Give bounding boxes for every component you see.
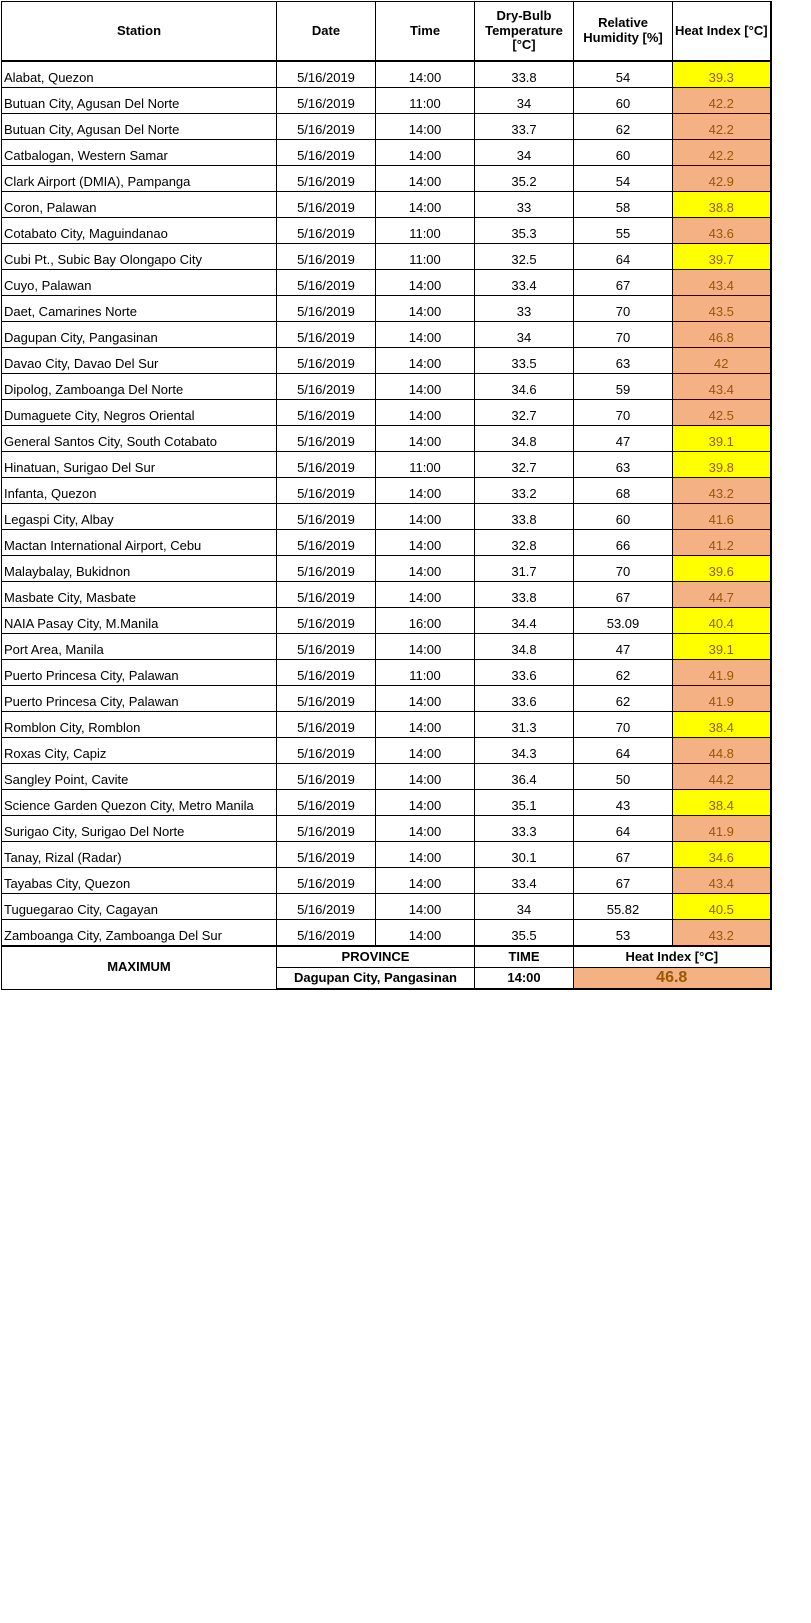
heat-index-cell: 39.1: [673, 634, 771, 660]
station-cell: Mactan International Airport, Cebu: [2, 530, 277, 556]
dry-bulb-cell: 34.4: [475, 608, 574, 634]
table-row: [2, 322, 771, 348]
humidity-cell: 55.82: [574, 894, 673, 920]
date-cell: 5/16/2019: [277, 842, 376, 868]
dry-bulb-cell: 32.8: [475, 530, 574, 556]
dry-bulb-cell: 32.7: [475, 452, 574, 478]
time-cell: 14:00: [376, 322, 475, 348]
time-cell: 11:00: [376, 660, 475, 686]
time-cell: 14:00: [376, 426, 475, 452]
time-cell: 11:00: [376, 452, 475, 478]
table-header: [2, 2, 771, 62]
dry-bulb-cell: 33: [475, 296, 574, 322]
humidity-cell: 66: [574, 530, 673, 556]
dry-bulb-cell: 33.6: [475, 686, 574, 712]
date-cell: 5/16/2019: [277, 114, 376, 140]
summary-heat-index: 46.8: [574, 968, 771, 990]
humidity-cell: 60: [574, 140, 673, 166]
humidity-cell: 53.09: [574, 608, 673, 634]
humidity-cell: 67: [574, 842, 673, 868]
date-cell: 5/16/2019: [277, 764, 376, 790]
station-cell: Coron, Palawan: [2, 192, 277, 218]
station-cell: Malaybalay, Bukidnon: [2, 556, 277, 582]
table-row: [2, 270, 771, 296]
table-row: [2, 582, 771, 608]
date-cell: 5/16/2019: [277, 504, 376, 530]
heat-index-cell: 39.7: [673, 244, 771, 270]
date-cell: 5/16/2019: [277, 868, 376, 894]
humidity-cell: 68: [574, 478, 673, 504]
time-cell: 14:00: [376, 738, 475, 764]
heat-index-cell: 43.4: [673, 270, 771, 296]
time-cell: 14:00: [376, 894, 475, 920]
time-cell: 14:00: [376, 348, 475, 374]
station-cell: Puerto Princesa City, Palawan: [2, 660, 277, 686]
date-cell: 5/16/2019: [277, 400, 376, 426]
humidity-cell: 67: [574, 582, 673, 608]
table-row: [2, 140, 771, 166]
heat-index-cell: 42.5: [673, 400, 771, 426]
heat-index-cell: 42.2: [673, 140, 771, 166]
heat-index-cell: 40.5: [673, 894, 771, 920]
dry-bulb-cell: 33.8: [475, 582, 574, 608]
table-row: [2, 660, 771, 686]
time-cell: 14:00: [376, 504, 475, 530]
date-cell: 5/16/2019: [277, 192, 376, 218]
station-cell: Dumaguete City, Negros Oriental: [2, 400, 277, 426]
humidity-cell: 70: [574, 322, 673, 348]
heat-index-cell: 40.4: [673, 608, 771, 634]
humidity-cell: 58: [574, 192, 673, 218]
humidity-cell: 67: [574, 270, 673, 296]
date-cell: 5/16/2019: [277, 712, 376, 738]
table-row: [2, 166, 771, 192]
dry-bulb-cell: 34: [475, 88, 574, 114]
station-cell: Science Garden Quezon City, Metro Manila: [2, 790, 277, 816]
table-row: [2, 920, 771, 947]
station-cell: Dipolog, Zamboanga Del Norte: [2, 374, 277, 400]
table-row: [2, 452, 771, 478]
station-cell: Zamboanga City, Zamboanga Del Sur: [2, 920, 277, 947]
time-cell: 14:00: [376, 764, 475, 790]
station-cell: Cubi Pt., Subic Bay Olongapo City: [2, 244, 277, 270]
time-cell: 14:00: [376, 842, 475, 868]
table-row: [2, 348, 771, 374]
dry-bulb-cell: 33: [475, 192, 574, 218]
dry-bulb-cell: 33.7: [475, 114, 574, 140]
time-cell: 14:00: [376, 530, 475, 556]
heat-index-cell: 43.2: [673, 920, 771, 947]
time-cell: 14:00: [376, 868, 475, 894]
date-cell: 5/16/2019: [277, 816, 376, 842]
dry-bulb-cell: 30.1: [475, 842, 574, 868]
table-row: [2, 296, 771, 322]
date-cell: 5/16/2019: [277, 296, 376, 322]
time-cell: 11:00: [376, 88, 475, 114]
station-cell: Port Area, Manila: [2, 634, 277, 660]
table-row: [2, 244, 771, 270]
dry-bulb-cell: 34.3: [475, 738, 574, 764]
dry-bulb-cell: 32.5: [475, 244, 574, 270]
table-row: [2, 192, 771, 218]
station-cell: Legaspi City, Albay: [2, 504, 277, 530]
humidity-cell: 70: [574, 712, 673, 738]
table-row: [2, 712, 771, 738]
dry-bulb-cell: 33.4: [475, 270, 574, 296]
table-row: [2, 868, 771, 894]
dry-bulb-cell: 34: [475, 322, 574, 348]
heat-index-cell: 42.2: [673, 88, 771, 114]
time-cell: 14:00: [376, 634, 475, 660]
summary-heat-index-header: Heat Index [°C]: [574, 946, 771, 968]
dry-bulb-cell: 34.6: [475, 374, 574, 400]
heat-index-cell: 41.9: [673, 686, 771, 712]
table-row: [2, 530, 771, 556]
time-cell: 14:00: [376, 920, 475, 947]
date-cell: 5/16/2019: [277, 140, 376, 166]
station-cell: Cuyo, Palawan: [2, 270, 277, 296]
heat-index-cell: 38.4: [673, 712, 771, 738]
time-cell: 14:00: [376, 556, 475, 582]
heat-index-cell: 39.1: [673, 426, 771, 452]
station-cell: General Santos City, South Cotabato: [2, 426, 277, 452]
dry-bulb-cell: 33.8: [475, 61, 574, 88]
time-cell: 14:00: [376, 686, 475, 712]
heat-index-cell: 44.2: [673, 764, 771, 790]
dry-bulb-cell: 34: [475, 140, 574, 166]
heat-index-cell: 42.9: [673, 166, 771, 192]
humidity-cell: 64: [574, 738, 673, 764]
table-row: [2, 374, 771, 400]
station-cell: Sangley Point, Cavite: [2, 764, 277, 790]
station-cell: Romblon City, Romblon: [2, 712, 277, 738]
dry-bulb-cell: 31.7: [475, 556, 574, 582]
time-cell: 14:00: [376, 712, 475, 738]
dry-bulb-cell: 33.5: [475, 348, 574, 374]
maximum-label: MAXIMUM: [2, 946, 277, 989]
humidity-cell: 63: [574, 348, 673, 374]
station-cell: Surigao City, Surigao Del Norte: [2, 816, 277, 842]
date-cell: 5/16/2019: [277, 426, 376, 452]
time-cell: 14:00: [376, 400, 475, 426]
heat-index-cell: 34.6: [673, 842, 771, 868]
station-cell: Hinatuan, Surigao Del Sur: [2, 452, 277, 478]
station-cell: Tuguegarao City, Cagayan: [2, 894, 277, 920]
table-row: [2, 790, 771, 816]
humidity-cell: 70: [574, 556, 673, 582]
table-row: [2, 114, 771, 140]
date-cell: 5/16/2019: [277, 530, 376, 556]
dry-bulb-cell: 35.5: [475, 920, 574, 947]
dry-bulb-cell: 32.7: [475, 400, 574, 426]
humidity-cell: 62: [574, 114, 673, 140]
humidity-cell: 67: [574, 868, 673, 894]
table-row: [2, 738, 771, 764]
header-row: [2, 2, 771, 62]
heat-index-cell: 43.4: [673, 868, 771, 894]
dry-bulb-cell: 33.4: [475, 868, 574, 894]
table-row: [2, 816, 771, 842]
time-cell: 14:00: [376, 114, 475, 140]
station-cell: Masbate City, Masbate: [2, 582, 277, 608]
humidity-cell: 47: [574, 634, 673, 660]
table-row: [2, 634, 771, 660]
heat-index-cell: 39.8: [673, 452, 771, 478]
table-row: [2, 504, 771, 530]
date-cell: 5/16/2019: [277, 738, 376, 764]
summary-time-header: TIME: [475, 946, 574, 968]
dry-bulb-cell: 31.3: [475, 712, 574, 738]
dry-bulb-cell: 34.8: [475, 426, 574, 452]
heat-index-cell: 39.3: [673, 61, 771, 88]
dry-bulb-cell: 33.8: [475, 504, 574, 530]
date-cell: 5/16/2019: [277, 218, 376, 244]
humidity-cell: 64: [574, 244, 673, 270]
header-dry-bulb: Dry-Bulb Temperature [°C]: [475, 2, 574, 62]
humidity-cell: 54: [574, 166, 673, 192]
time-cell: 11:00: [376, 244, 475, 270]
dry-bulb-cell: 35.2: [475, 166, 574, 192]
time-cell: 14:00: [376, 374, 475, 400]
humidity-cell: 63: [574, 452, 673, 478]
station-cell: Catbalogan, Western Samar: [2, 140, 277, 166]
heat-index-cell: 44.8: [673, 738, 771, 764]
time-cell: 16:00: [376, 608, 475, 634]
humidity-cell: 62: [574, 660, 673, 686]
humidity-cell: 47: [574, 426, 673, 452]
dry-bulb-cell: 35.3: [475, 218, 574, 244]
table-row: [2, 61, 771, 88]
humidity-cell: 50: [574, 764, 673, 790]
time-cell: 14:00: [376, 140, 475, 166]
station-cell: Tanay, Rizal (Radar): [2, 842, 277, 868]
humidity-cell: 70: [574, 296, 673, 322]
table-row: [2, 400, 771, 426]
summary-province-header: PROVINCE: [277, 946, 475, 968]
heat-index-cell: 41.6: [673, 504, 771, 530]
table-row: [2, 426, 771, 452]
station-cell: Alabat, Quezon: [2, 61, 277, 88]
heat-index-table: [1, 1, 772, 990]
date-cell: 5/16/2019: [277, 582, 376, 608]
date-cell: 5/16/2019: [277, 790, 376, 816]
heat-index-cell: 38.8: [673, 192, 771, 218]
date-cell: 5/16/2019: [277, 244, 376, 270]
station-cell: Butuan City, Agusan Del Norte: [2, 114, 277, 140]
table-body: [2, 61, 771, 946]
heat-index-cell: 43.6: [673, 218, 771, 244]
date-cell: 5/16/2019: [277, 348, 376, 374]
summary-time: 14:00: [475, 968, 574, 990]
date-cell: 5/16/2019: [277, 556, 376, 582]
humidity-cell: 59: [574, 374, 673, 400]
heat-index-cell: 43.4: [673, 374, 771, 400]
humidity-cell: 53: [574, 920, 673, 947]
date-cell: 5/16/2019: [277, 452, 376, 478]
heat-index-cell: 41.2: [673, 530, 771, 556]
dry-bulb-cell: 36.4: [475, 764, 574, 790]
humidity-cell: 62: [574, 686, 673, 712]
heat-index-cell: 42.2: [673, 114, 771, 140]
dry-bulb-cell: 33.6: [475, 660, 574, 686]
time-cell: 11:00: [376, 218, 475, 244]
humidity-cell: 60: [574, 88, 673, 114]
station-cell: Butuan City, Agusan Del Norte: [2, 88, 277, 114]
date-cell: 5/16/2019: [277, 660, 376, 686]
date-cell: 5/16/2019: [277, 686, 376, 712]
station-cell: NAIA Pasay City, M.Manila: [2, 608, 277, 634]
date-cell: 5/16/2019: [277, 920, 376, 947]
station-cell: Tayabas City, Quezon: [2, 868, 277, 894]
table-row: [2, 218, 771, 244]
humidity-cell: 60: [574, 504, 673, 530]
dry-bulb-cell: 33.3: [475, 816, 574, 842]
humidity-cell: 54: [574, 61, 673, 88]
station-cell: Davao City, Davao Del Sur: [2, 348, 277, 374]
humidity-cell: 64: [574, 816, 673, 842]
station-cell: Clark Airport (DMIA), Pampanga: [2, 166, 277, 192]
summary-section: [2, 946, 771, 989]
time-cell: 14:00: [376, 816, 475, 842]
heat-index-cell: 44.7: [673, 582, 771, 608]
station-cell: Puerto Princesa City, Palawan: [2, 686, 277, 712]
date-cell: 5/16/2019: [277, 322, 376, 348]
time-cell: 14:00: [376, 192, 475, 218]
heat-index-cell: 46.8: [673, 322, 771, 348]
station-cell: Dagupan City, Pangasinan: [2, 322, 277, 348]
heat-index-cell: 42: [673, 348, 771, 374]
heat-index-cell: 43.5: [673, 296, 771, 322]
time-cell: 14:00: [376, 270, 475, 296]
station-cell: Infanta, Quezon: [2, 478, 277, 504]
date-cell: 5/16/2019: [277, 608, 376, 634]
table-row: [2, 894, 771, 920]
time-cell: 14:00: [376, 296, 475, 322]
heat-index-cell: 39.6: [673, 556, 771, 582]
humidity-cell: 55: [574, 218, 673, 244]
header-time: Time: [376, 2, 475, 62]
humidity-cell: 43: [574, 790, 673, 816]
dry-bulb-cell: 33.2: [475, 478, 574, 504]
date-cell: 5/16/2019: [277, 88, 376, 114]
header-heat-index: Heat Index [°C]: [673, 2, 771, 62]
date-cell: 5/16/2019: [277, 634, 376, 660]
station-cell: Cotabato City, Maguindanao: [2, 218, 277, 244]
table-row: [2, 686, 771, 712]
date-cell: 5/16/2019: [277, 894, 376, 920]
station-cell: Roxas City, Capiz: [2, 738, 277, 764]
dry-bulb-cell: 34.8: [475, 634, 574, 660]
date-cell: 5/16/2019: [277, 61, 376, 88]
dry-bulb-cell: 35.1: [475, 790, 574, 816]
time-cell: 14:00: [376, 478, 475, 504]
date-cell: 5/16/2019: [277, 478, 376, 504]
summary-province: Dagupan City, Pangasinan: [277, 968, 475, 990]
table-row: [2, 556, 771, 582]
heat-index-cell: 43.2: [673, 478, 771, 504]
heat-index-cell: 38.4: [673, 790, 771, 816]
header-humidity: Relative Humidity [%]: [574, 2, 673, 62]
table-row: [2, 88, 771, 114]
station-cell: Daet, Camarines Norte: [2, 296, 277, 322]
header-date: Date: [277, 2, 376, 62]
date-cell: 5/16/2019: [277, 270, 376, 296]
time-cell: 14:00: [376, 166, 475, 192]
table-row: [2, 608, 771, 634]
humidity-cell: 70: [574, 400, 673, 426]
summary-header-row: [2, 946, 771, 968]
table-row: [2, 764, 771, 790]
table-row: [2, 478, 771, 504]
date-cell: 5/16/2019: [277, 374, 376, 400]
heat-index-cell: 41.9: [673, 660, 771, 686]
time-cell: 14:00: [376, 61, 475, 88]
table-row: [2, 842, 771, 868]
time-cell: 14:00: [376, 582, 475, 608]
header-station: Station: [2, 2, 277, 62]
heat-index-cell: 41.9: [673, 816, 771, 842]
time-cell: 14:00: [376, 790, 475, 816]
dry-bulb-cell: 34: [475, 894, 574, 920]
date-cell: 5/16/2019: [277, 166, 376, 192]
